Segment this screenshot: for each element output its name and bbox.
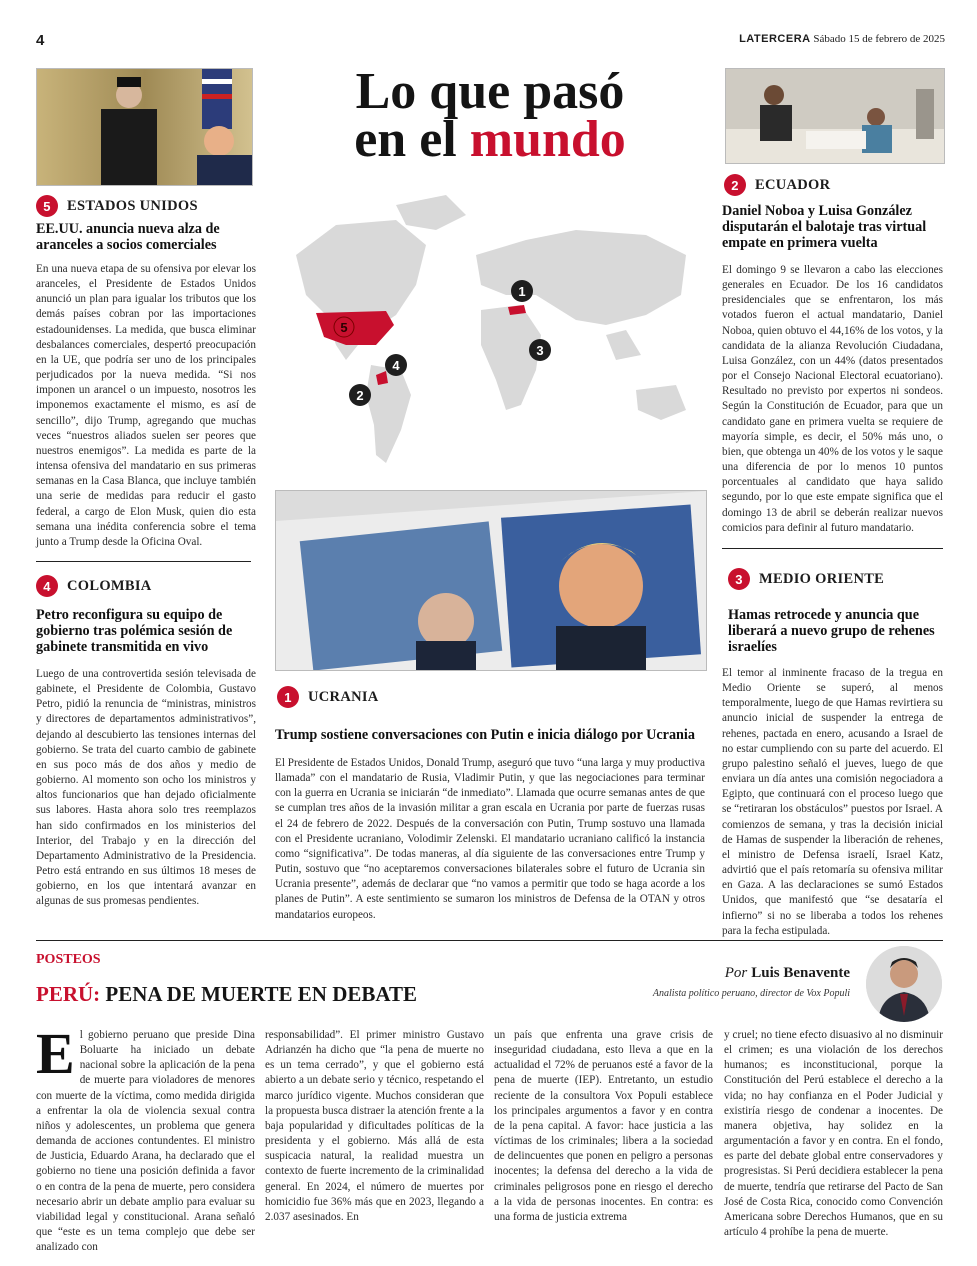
map-marker-2[interactable]	[349, 384, 371, 406]
section-title-ecuador: ECUADOR	[755, 176, 831, 193]
section-number-4: 4	[36, 575, 58, 597]
section-number-2: 2	[724, 174, 746, 196]
article-title-medio-oriente: Hamas retrocede y anuncia que liberará a nuevo grupo de rehenes israelíes	[728, 607, 935, 655]
issue-date: Sábado 15 de febrero de 2025	[813, 33, 945, 45]
divider-eeuu	[36, 561, 251, 562]
brand-name: LATERCERA	[739, 33, 811, 45]
byline-por: Por	[724, 965, 748, 981]
section-ecuador	[724, 174, 830, 196]
opinion-col-1-text: l gobierno peruano que preside Dina Boluarte ha iniciado un debate nacional sobre la aplicación de la pena de muerte para violadores de menores con muerte de la víctima, como medida dirigida a enfrentar la ola de violencia sexual contra niños y adolescentes, un problema que genera demanda de acciones contundentes. El ministro de Justicia, Eduardo Arana, ha declarado que el gobierno no tiene una posición definida a favor o en contra de la pena de muerte, pero considera necesario abrir un debate amplio para evaluar su viabilidad legal y constitucional. Arana señaló que “este es un tema complejo que debe ser analizado con	[36, 1029, 255, 1254]
headline-line-2a: en el	[354, 111, 457, 168]
photo-ecuador-votes	[725, 68, 945, 164]
page-number: 4	[36, 32, 45, 49]
author-avatar	[866, 946, 942, 1022]
headline-line-2	[275, 111, 705, 168]
article-body-colombia: Luego de una controvertida sesión televisada de gabinete, el Presidente de Colombia, Gustavo Petro, pidió la renuncia de “ministras, ministros y directores de departamentos administrativos”, dejando al descubierto las tensiones internas del gobierno. Se trata del cuarto cambio de gabinete en sus poco más de dos años y medio de gobierno. Al momento son ocho los ministros y altos funcionarios que han dejado oficialmente sus labores. Hasta ahora solo tres reemplazos han sido confirmados en los ministerios del Interior, del Trabajo y en la dirección del Departamento Administrativo de la Presidencia. Petro está entrando en sus últimos 18 meses de gobierno, en los que intentará avanzar en algunas de sus promesas pendientes.	[36, 668, 256, 908]
opinion-title-country: PERÚ:	[36, 982, 101, 1006]
map-marker-4[interactable]	[385, 354, 407, 376]
article-body-ecuador: El domingo 9 se llevaron a cabo las elecciones generales en Ecuador. De los 16 candidatos presidenciales que se enfrentaron, los más votados fueron el actual mandatario, Daniel Noboa, quien obtuvo el 44,16% de los votos, y la candidata de la alianza Revolución Ciudadana, Luisa González, con un 44% (datos presentados por el Consejo Nacional Electoral ecuatoriano). Resultado no previsto por expertos ni sondeos. Según la Constitución de Ecuador, para que un candidato gane en primera vuelta se requiere de mayoría simple, es decir, el 50% más uno, o bien, que obtenga un 40% de los votos y le saque una diferencia de por lo menos 10 puntos porcentuales al candidato que haya salido segundo, por lo que este empate significa que el domingo 13 de abril se deberán realizar nuevos comicios para definir al futuro mandatario.	[722, 264, 943, 534]
section-number-1: 1	[277, 686, 299, 708]
svg-text:2: 2	[356, 388, 364, 403]
section-medio-oriente	[728, 568, 884, 590]
svg-text:3: 3	[536, 343, 544, 358]
opinion-col-3: un país que enfrenta una grave crisis de inseguridad ciudadana, esto lleva a que en la actualidad el 72% de peruanos esté a favor de la pena de muerte (IEP). Entretanto, un estudio reciente de la consultora Vox Populi establece los principales argumentos a favor y en contra de la pena capital. A favor: hace justicia a las víctimas de los criminales; libera a la sociedad de delincuentes que ponen en peligro a personas inocentes; la defensa del derecho a la vida de criminales peligrosos pone en riesgo el derecho a la vida de personas inocentes. En contra: es una forma de justicia extrema	[494, 1029, 713, 1223]
article-body-eeuu: En una nueva etapa de su ofensiva por elevar los aranceles, el Presidente de Estados Unidos anunció un plan para igualar los tributos que los demás países cobran por las importaciones estadounidenses. La medida, que busca eliminar desbalances comerciales, despertó preocupación en la UE, que podría ser uno de los principales perjudicados por la nueva medida. “Si nos imponen un arancel o un impuesto, nosotros les imponemos exactamente el mismo, es así de sencillo”, dijo Trump, agregando que muchas veces “nuestros aliados suelen ser peores que nuestros enemigos”. La medida es parte de la intensa ofensiva del mandatario en sus primeras semanas en la Casa Blanca, que incluye también una serie de medidas para reducir el gasto federal, a cargo de Elon Musk, quien dio esta semana una inédita conferencia sobre el tema junto a Trump desde la Oficina Oval.	[36, 263, 256, 548]
map-marker-5[interactable]	[334, 317, 354, 337]
byline-role: Analista político peruano, director de Vox Populi	[652, 988, 850, 999]
article-title-ecuador: Daniel Noboa y Luisa González disputarán el balotaje tras virtual empate en primera vuelta	[722, 203, 927, 251]
headline-line-2b: mundo	[469, 111, 626, 168]
article-title-ucrania: Trump sostiene conversaciones con Putin e inicia diálogo por Ucrania	[275, 727, 695, 743]
section-divider-posteos	[36, 940, 943, 941]
section-eeuu	[36, 195, 198, 217]
map-highlight-usa	[316, 311, 394, 345]
section-ucrania	[277, 686, 379, 708]
photo-trump-putin	[275, 490, 707, 671]
page-headline	[275, 63, 705, 168]
world-map	[276, 185, 706, 470]
photo-trump-putin-image	[276, 491, 706, 670]
byline-name: Luis Benavente	[751, 965, 850, 981]
photo-ecuador-votes-image	[726, 69, 944, 163]
opinion-col-4: y cruel; no tiene efecto disuasivo al no disminuir el crimen; es una violación de los derechos humanos; es inconstitucional, porque la Constitución del Perú establece el derecho a la vida; no hay confianza en el Poder Judicial y existiría riesgo de condenar a inocentes. De manera objetiva, hay solidez en la argumentación a favor y en contra. En el fondo, es parte del debate global entre conservadores y progresistas. Si Perú decidiera establecer la pena de muerte, tendría que retirarse del Pacto de San José de Costa Rica, conocido como Convención Americana sobre Derechos Humanos, que en su artículo 4 prohíbe la pena de muerte.	[724, 1029, 943, 1239]
author-avatar-image	[866, 946, 942, 1022]
svg-text:4: 4	[392, 358, 400, 373]
map-marker-3[interactable]	[529, 339, 551, 361]
section-title-ucrania: UCRANIA	[308, 688, 379, 705]
section-title-colombia: COLOMBIA	[67, 577, 152, 594]
section-number-3: 3	[728, 568, 750, 590]
svg-text:1: 1	[518, 284, 526, 299]
photo-trump-musk-image	[37, 69, 252, 185]
dropcap-letter: E	[36, 1021, 75, 1086]
photo-trump-musk	[36, 68, 253, 186]
headline-line-1: Lo que pasó	[355, 63, 625, 120]
article-body-ucrania: El Presidente de Estados Unidos, Donald Trump, aseguró que tuvo “una larga y muy productiva llamada” con el mandatario de Rusia, Vladimir Putin, y que las negociaciones para terminar con la guerra en Ucrania se iniciarán “de inmediato”. Llamada que ocurre semanas antes de que se cumplan tres años de la invasión militar a gran escala en Ucrania por parte de fuerzas rusas el 24 de febrero de 2022. Después de la conversación con Putin, Trump sostuvo una llamada con el Presidente ucraniano, Volodimir Zelenski. El mandatario ucraniano calificó la instancia como “significativa”. De todas maneras, al día siguiente de las conversaciones entre Trump y Putin, sostuvo que “no aceptaremos conversaciones bilaterales sobre el futuro de Ucrania sin Ucrania presente”, además de declarar que “no vamos a permitir que todo se haga acorde a los planes de Putin”. A este sentimiento se sumaron los ministros de Defensa de la OTAN y otros mandatarios europeos.	[275, 757, 705, 921]
posteos-label: POSTEOS	[36, 952, 101, 967]
svg-text:5: 5	[340, 320, 348, 335]
opinion-byline	[653, 964, 850, 999]
opinion-col-1	[36, 1021, 255, 1255]
opinion-col-2: responsabilidad”. El primer ministro Gustavo Adrianzén ha dicho que “la pena de muerte no es un tema cerrado”, y que el gobierno está abierto a un debate serio y técnico, respetando el marco jurídico vigente. Muchos consideran que la propuesta busca distraer la atención frente a la baja popularidad y dificultades políticas de la presidenta y el gobierno. Más allá de esta suspicacia natural, la realidad muestra un contexto de fuerte incremento de la criminalidad general. En 2024, el número de muertes por homicidio fue 36% más que en 2023, llegando a 2.037 asesinados. En	[265, 1029, 484, 1223]
section-colombia	[36, 575, 152, 597]
article-title-eeuu: EE.UU. anuncia nueva alza de aranceles a socios comerciales	[36, 221, 220, 253]
masthead	[739, 33, 945, 45]
opinion-title	[36, 982, 417, 1007]
article-title-colombia: Petro reconfigura su equipo de gobierno tras polémica sesión de gabinete transmitida en vivo	[36, 607, 233, 655]
section-number-5: 5	[36, 195, 58, 217]
opinion-title-topic: PENA DE MUERTE EN DEBATE	[105, 982, 418, 1006]
section-title-eeuu: ESTADOS UNIDOS	[67, 197, 198, 214]
map-marker-1[interactable]	[511, 280, 533, 302]
section-title-medio-oriente: MEDIO ORIENTE	[759, 570, 885, 587]
article-body-medio-oriente: El temor al inminente fracaso de la tregua en Medio Oriente se superó, al menos temporalmente, luego de que Hamas revirtiera su anuncio inicial de suspender la entrega de rehenes, pactada en enero, acusando a Israel de no estar cumpliendo con su parte del acuerdo. El grupo palestino señaló el jueves, luego de que enviara un día antes una comisión negociadora a Egipto, que continuará con el proceso luego que se “retiraran los obstáculos” puestos por Israel. A comienzos de semana, y tras la decisión inicial de Hamas de suspender la liberación de rehenes, el ministro de Defensa israelí, Israel Katz, advirtió que el país retomaría su ofensiva militar en Gaza. A las declaraciones se sumó Estados Unidos, que manifestó que “se desataría el infierno” si no se liberaba a todos los rehenes para la fecha estipulada.	[722, 667, 943, 937]
divider-ecuador	[722, 548, 943, 549]
